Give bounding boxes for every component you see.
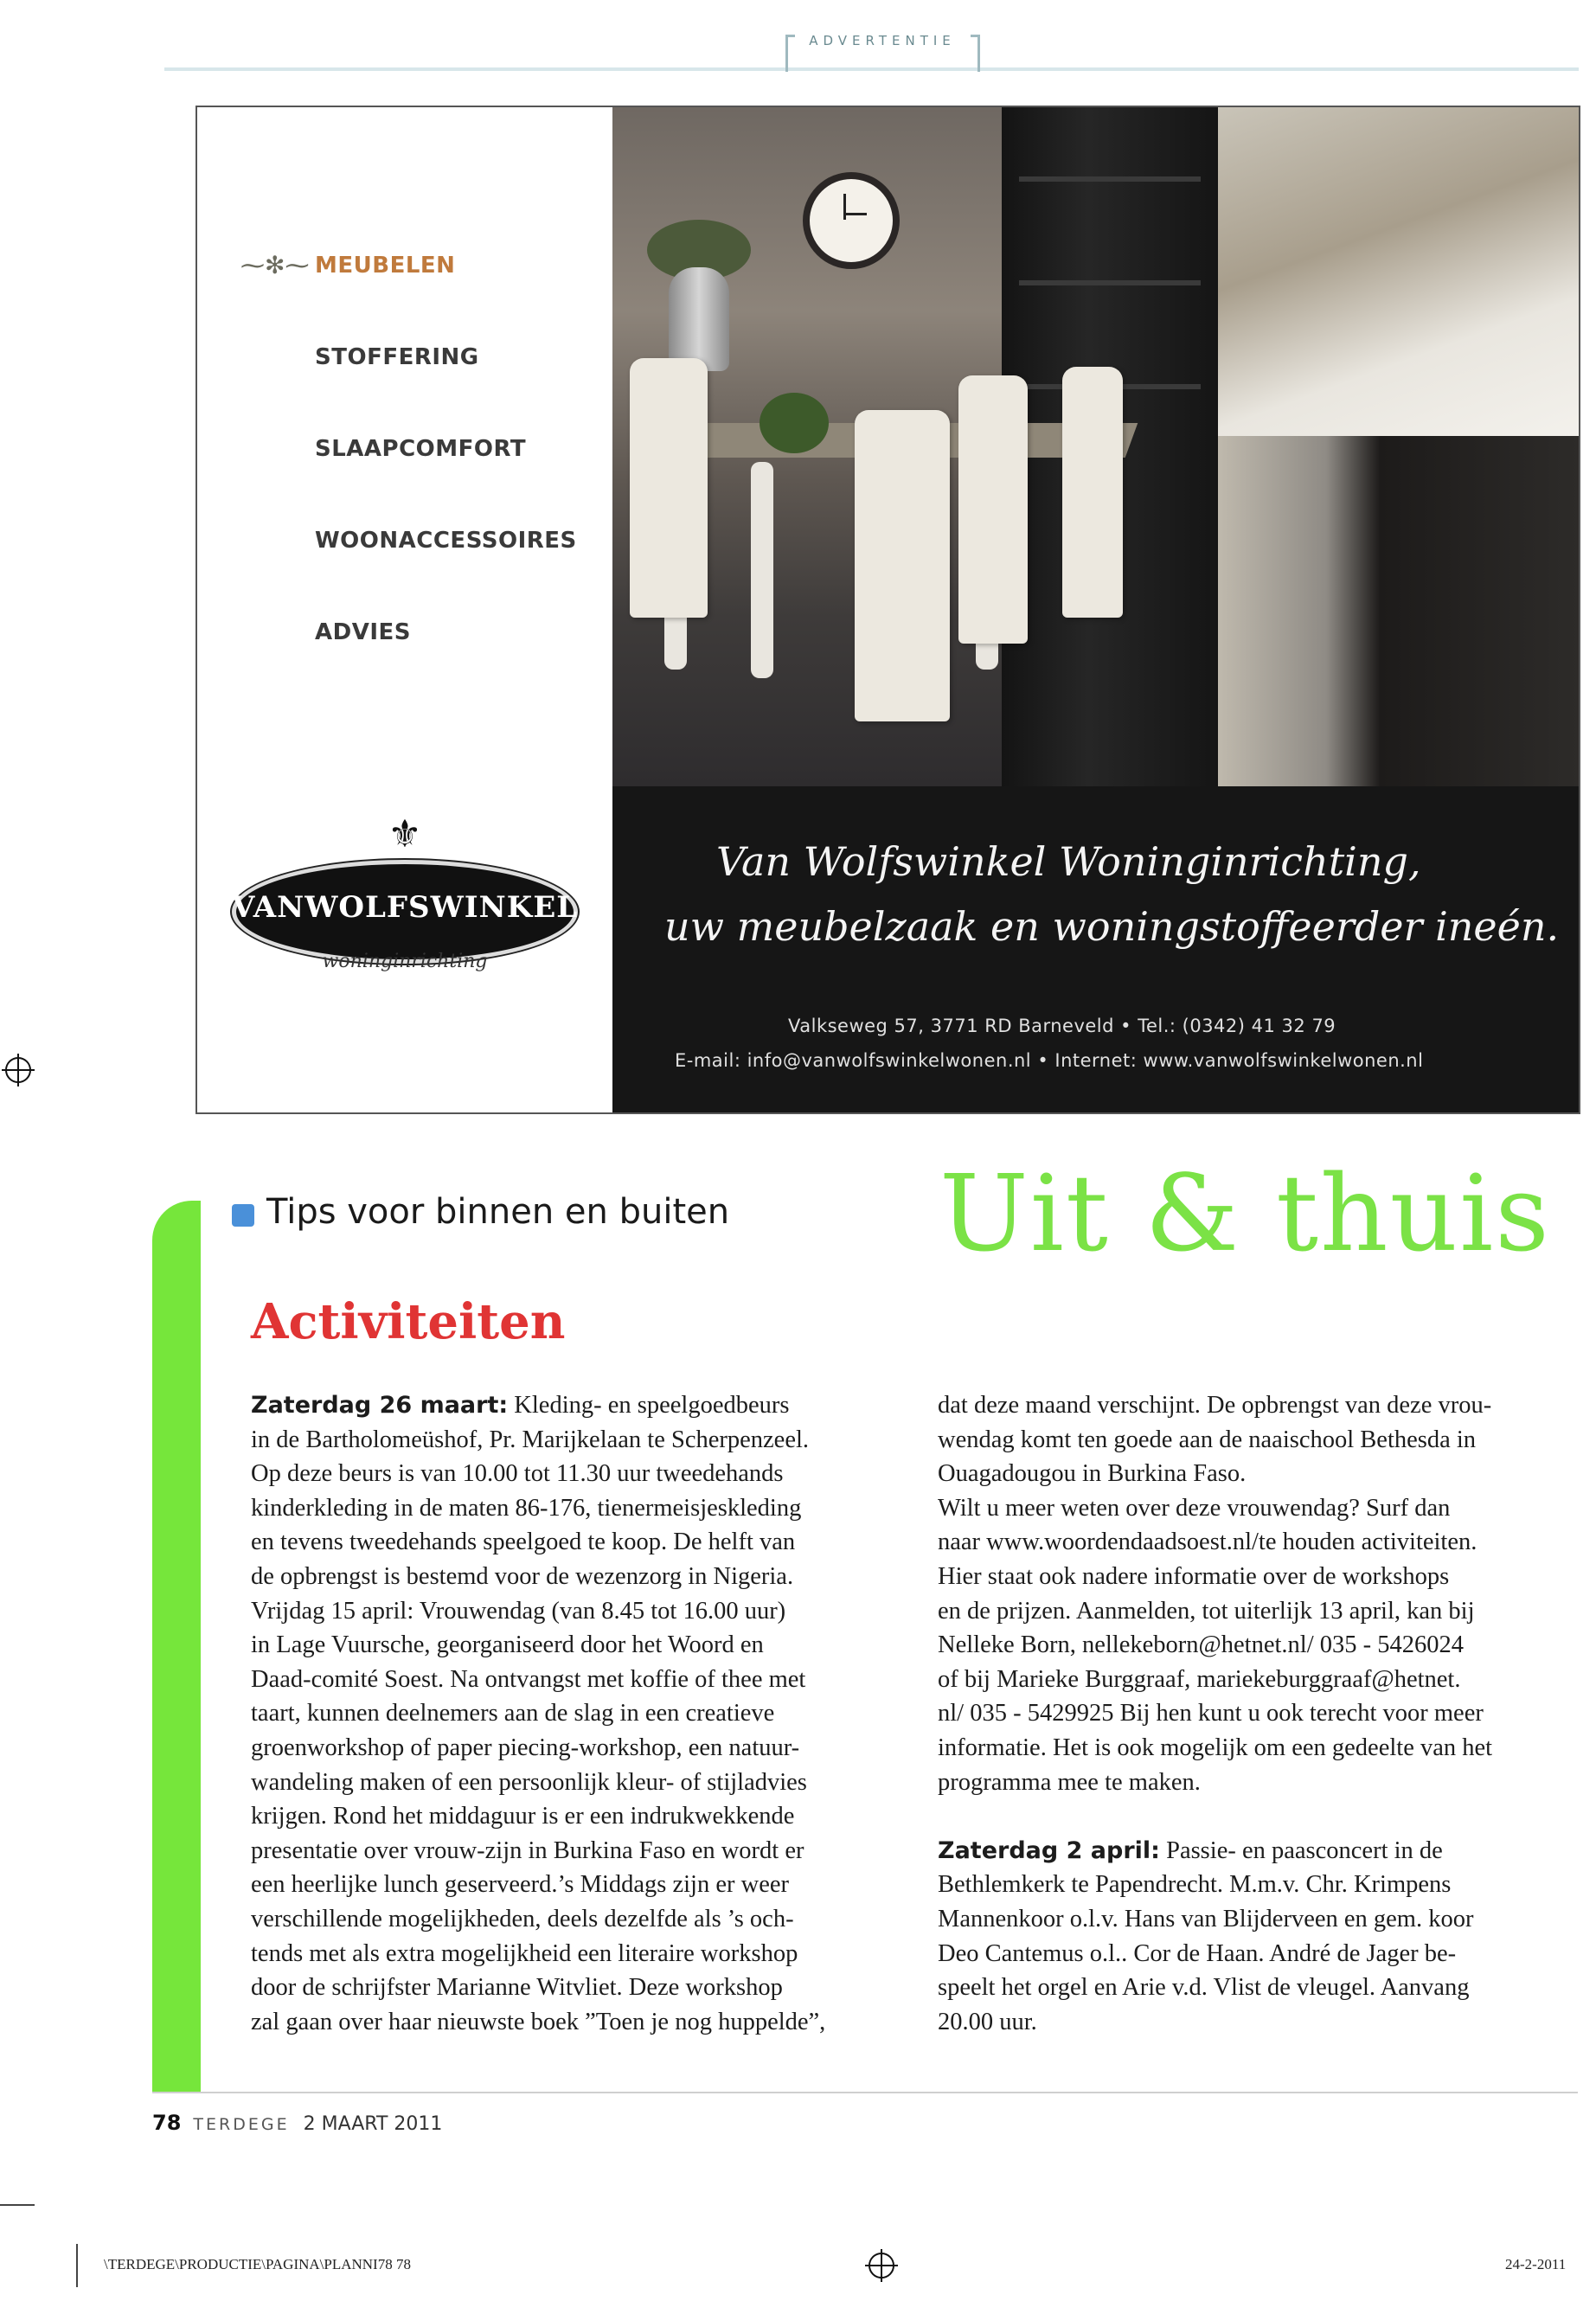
page-number: 78 [152,2111,182,2135]
chair-image [630,358,708,618]
paragraph-line: kinderkleding in de maten 86-176, tienermeisjeskleding [251,1494,802,1522]
ad-menu-item: SLAAPCOMFORT [315,436,527,462]
paragraph-line: Ouagadougou in Burkina Faso. [938,1460,1247,1488]
advertentie-rule [164,67,1579,71]
paragraph-line: Op deze beurs is van 10.00 tot 11.30 uur tweedehands [251,1460,784,1488]
registration-mark-icon [5,1057,31,1083]
section-bullet-icon [232,1204,254,1227]
paragraph-line: Hier staat ook nadere informatie over de workshops [938,1562,1450,1590]
advertisement [195,106,1580,1114]
paragraph-line: presentatie over vrouw-zijn in Burkina Faso en wordt er [251,1836,804,1864]
contact-address: Valkseweg 57, 3771 RD Barneveld • Tel.: (0342) 41 32 79 [788,1016,1336,1036]
section-accent-bar [152,1201,201,2092]
clock-hand [844,213,867,215]
paragraph-line: krijgen. Rond het middaguur is er een indrukwekkende [251,1803,795,1830]
slug-path: \TERDEGE\PRODUCTIE\PAGINA\PLANNI78 78 [104,2256,411,2272]
paragraph-line: tends met als extra mogelijkheid een literaire workshop [251,1939,798,1967]
chair-image [1062,367,1123,618]
leaf-ornament-icon: ⁓✻⁓ [240,251,310,279]
paragraph-line: taart, kunnen deelnemers aan de slag in een creatieve [251,1700,775,1727]
advertentie-label: ADVERTENTIE [809,33,956,48]
crop-mark [76,2244,78,2287]
paragraph-line: Wilt u meer weten over deze vrouwendag? Surf dan [938,1494,1451,1522]
chair-image [958,375,1028,644]
paragraph-line: groenworkshop of paper piecing-workshop, een natuur- [251,1734,800,1761]
ad-menu-item: WOONACCESSOIRES [315,528,577,554]
paragraph-line: dat deze maand verschijnt. De opbrengst van deze vrou- [938,1392,1492,1419]
brand-title: Uit & thuis [939,1152,1551,1275]
paragraph-line: of bij Marieke Burggraaf, mariekeburggraaf@hetnet. [938,1665,1461,1693]
cabinet-shelf [1019,176,1201,182]
section-label: Tips voor binnen en buiten [266,1192,730,1232]
paragraph-line: Mannenkoor o.l.v. Hans van Blijderveen en gem. koor [938,1905,1474,1932]
clock-hand [843,194,846,220]
slogan-line: uw meubelzaak en woningstoffeerder ineén. [664,903,1560,950]
paragraph-line: en tevens tweedehands speelgoed te koop. De helft van [251,1529,796,1556]
paragraph-line: de opbrengst is bestemd voor de wezenzorg in Nigeria. [251,1562,794,1590]
issue-date: 2 MAART 2011 [303,2113,443,2135]
paragraph-gap [938,1799,1596,1834]
paragraph-line: nl/ 035 - 5429925 Bij hen kunt u ook terecht voor meer [938,1700,1484,1727]
paragraph-line: zal gaan over haar nieuwste boek ”Toen je nog huppelde”, [251,2008,826,2035]
event-date-lead: Zaterdag 2 april: [938,1836,1160,1864]
cabinet-lock-photo [1218,436,1579,786]
slug-date: 24-2-2011 [1505,2256,1567,2272]
table-leg [751,462,773,678]
line-text: Kleding- en speelgoedbeurs [508,1392,790,1419]
paragraph-line [251,1388,917,1423]
cabinet-shelf [1019,280,1201,285]
article-column-right [938,1388,1596,2039]
paragraph-line: Daad-comité Soest. Na ontvangst met koffie of thee met [251,1665,806,1693]
logo-subtitle: woninginrichting [322,951,488,972]
paragraph-line: informatie. Het is ook mogelijk om een gedeelte van het [938,1734,1493,1761]
event-date-lead: Zaterdag 26 maart: [251,1392,509,1419]
ad-menu-item: STOFFERING [315,344,479,370]
paragraph-line: programma mee te maken. [938,1768,1201,1796]
table-detail-photo [1218,107,1579,436]
paragraph-line: door de schrijfster Marianne Witvliet. Deze workshop [251,1974,783,2002]
paragraph-line: en de prijzen. Aanmelden, tot uiterlijk 13 april, kan bij [938,1597,1475,1625]
paragraph-line [938,1834,1596,1868]
page-footer [152,2111,442,2135]
topiary-image [760,393,829,453]
paragraph-line: Deo Cantemus o.l.. Cor de Haan. André de Jager be- [938,1939,1457,1967]
crop-mark [0,2204,35,2206]
ad-menu-item: ADVIES [315,619,411,645]
line-text: Passie- en paasconcert in de [1159,1836,1443,1864]
wall-clock-image [803,172,900,269]
magazine-name: TERDEGE [193,2115,290,2134]
paragraph-line: wandeling maken of een persoonlijk kleur- of stijladvies [251,1768,807,1796]
logo-name: VANWOLFSWINKEL [232,890,579,925]
article-heading: Activiteiten [251,1293,566,1350]
footer-rule [152,2092,1578,2093]
ad-menu-item: MEUBELEN [315,253,456,279]
registration-mark-icon [869,2253,894,2279]
paragraph-line: 20.00 uur. [938,2008,1037,2035]
chair-image [855,410,950,721]
paragraph-line: verschillende mogelijkheden, deels dezelfde als ’s och- [251,1905,794,1932]
paragraph-line: speelt het orgel en Arie v.d. Vlist de vleugel. Aanvang [938,1974,1470,2002]
paragraph-line: een heerlijke lunch geserveerd.’s Middags zijn er weer [251,1871,789,1899]
paragraph-line: in Lage Vuursche, georganiseerd door het Woord en [251,1631,764,1659]
paragraph-line: in de Bartholomeüshof, Pr. Marijkelaan te Scherpenzeel. [251,1426,810,1453]
contact-email-web: E-mail: info@vanwolfswinkelwonen.nl • Internet: www.vanwolfswinkelwonen.nl [675,1050,1424,1071]
paragraph-line: naar www.woordendaadsoest.nl/te houden activiteiten. [938,1529,1477,1556]
paragraph-line: wendag komt ten goede aan de naaischool Bethesda in [938,1426,1477,1453]
urn-image [669,267,729,371]
paragraph-line: Nelleke Born, nellekeborn@hetnet.nl/ 035 - 5426024 [938,1631,1464,1659]
logo-crown-icon: ⚜ [388,812,422,856]
slogan-line: Van Wolfswinkel Woninginrichting, [716,838,1421,885]
paragraph-line: Bethlemkerk te Papendrecht. M.m.v. Chr. Krimpens [938,1871,1452,1899]
article-column-left [251,1388,917,2039]
paragraph-line: Vrijdag 15 april: Vrouwendag (van 8.45 tot 16.00 uur) [251,1597,786,1625]
